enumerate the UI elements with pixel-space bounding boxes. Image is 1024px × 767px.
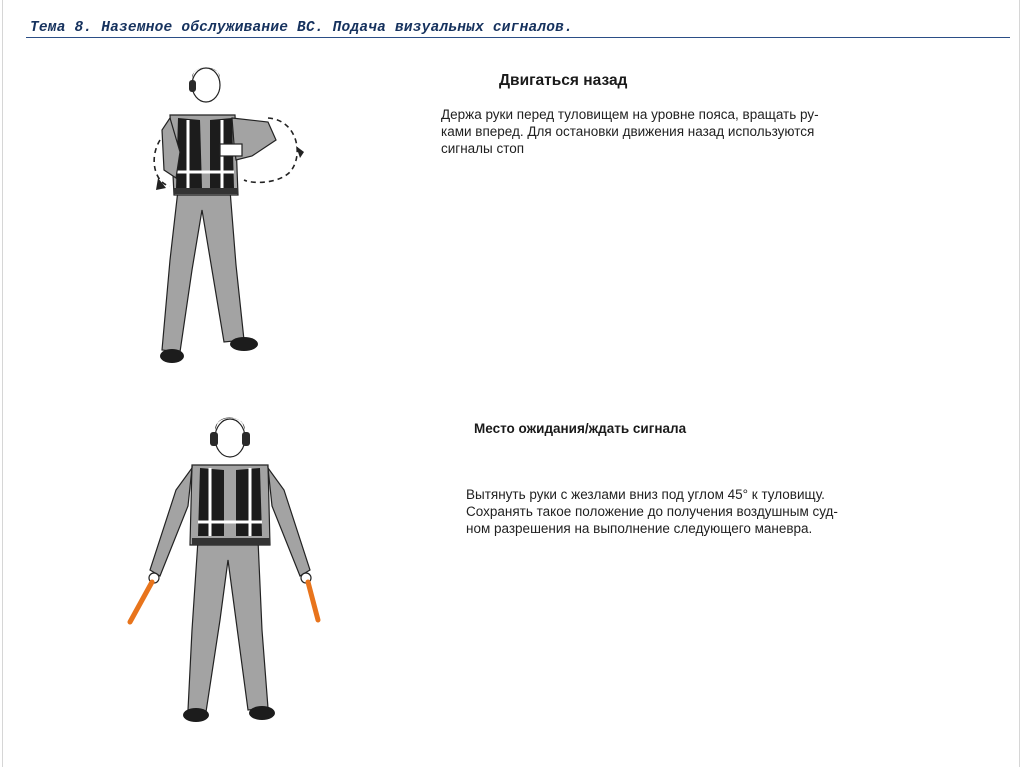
description-line: Сохранять такое положение до получения воздушным суд- <box>466 504 838 519</box>
description-line: ками вперед. Для остановки движения назад используются <box>441 124 815 139</box>
signal-description-move-back <box>441 106 819 157</box>
slide-border-left <box>2 0 3 767</box>
signal-heading-hold-position: Место ожидания/ждать сигнала <box>474 421 687 436</box>
slide-border-right <box>1019 0 1020 767</box>
description-line: ном разрешения на выполнение следующего маневра. <box>466 521 813 536</box>
signal-description-hold-position <box>466 486 838 537</box>
slide-title: Тема 8. Наземное обслуживание ВС. Подача визуальных сигналов. <box>30 20 573 36</box>
marshaller-move-back-illustration <box>140 60 320 380</box>
description-line: Держа руки перед туловищем на уровне пояса, вращать ру- <box>441 107 819 122</box>
marshaller-hold-position-illustration <box>120 410 340 740</box>
signal-heading-move-back: Двигаться назад <box>499 72 628 89</box>
description-line: Вытянуть руки с жезлами вниз под углом 45° к туловищу. <box>466 487 825 502</box>
description-line: сигналы стоп <box>441 141 525 156</box>
title-rule <box>26 37 1010 38</box>
